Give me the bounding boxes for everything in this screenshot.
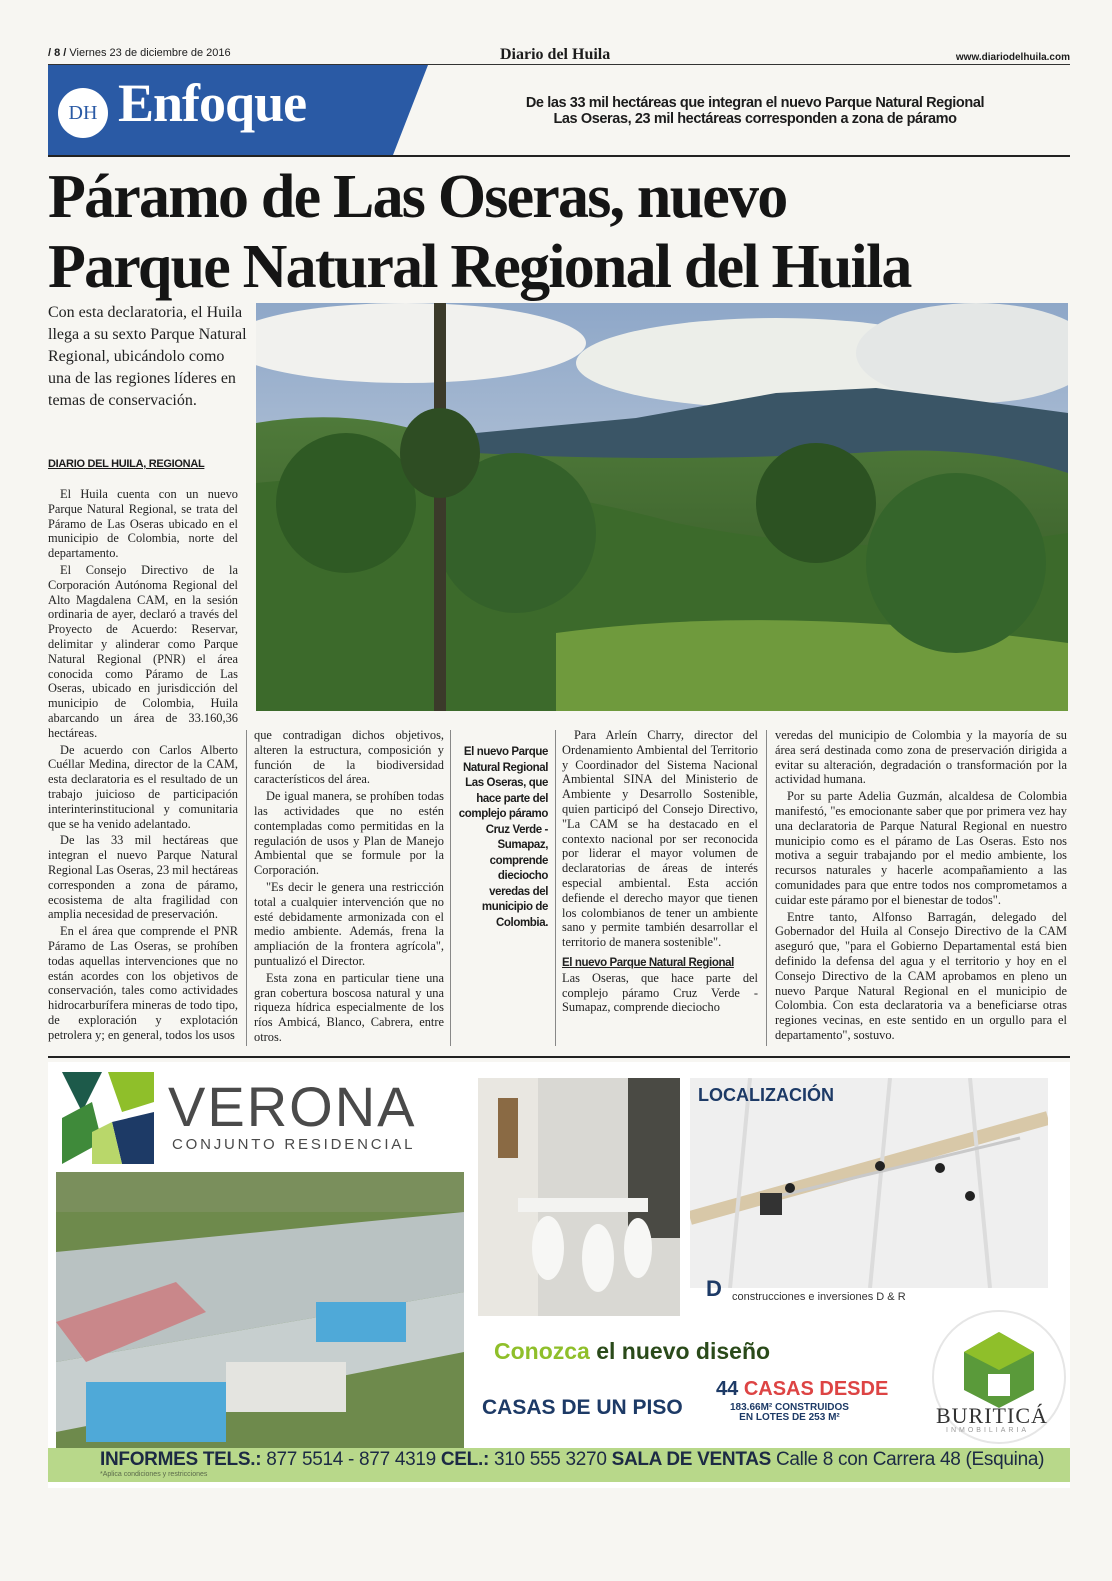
- paragraph: Las Oseras, que hace parte del complejo páramo Cruz Verde - Sumapaz, comprende dieciocho: [562, 970, 758, 1015]
- deck: [470, 95, 1040, 127]
- column-divider: [555, 730, 556, 1046]
- slogan-part-2: el nuevo diseño: [596, 1338, 771, 1364]
- paragraph: De igual manera, se prohíben todas las actividades que no estén contempladas como permitidas en la regulación de usos y Plan de Manejo Ambiental que se formule por la Corporación.: [254, 789, 444, 878]
- byline: DIARIO DEL HUILA, REGIONAL: [48, 458, 205, 470]
- paragraph: De las 33 mil hectáreas que integran el nuevo Parque Natural Regional Las Oseras, 23 mil hectáreas corresponden a zona de páramo, ecosistema de alta fragilidad con amplia necesidad de preservación.: [48, 833, 238, 922]
- house-count: 44: [716, 1378, 739, 1400]
- ad-slogan: [494, 1338, 770, 1365]
- paragraph: veredas del municipio de Colombia y la mayoría de su área será destinada como zona de preservación dirigida a evitar su alteración, degradación o transformación por la actividad humana.: [775, 728, 1067, 787]
- paragraph: El Consejo Directivo de la Corporación Autónoma Regional del Alto Magdalena CAM, en la sesión ordinaria de ayer, declaró a través del Proyecto de Acuerdo: Reservar, delimitar y alinderar como Parque Natural Regional (PNR) el área conocida como Páramo de Las Oseras, ubicado en jurisdicción del municipio de Colombia, Huila abarcando un área de 33.160,36 hectáreas.: [48, 562, 238, 740]
- verona-logo-icon: [62, 1072, 154, 1164]
- pull-quote: El nuevo Parque Natural Regional Las Oseras, que hace parte del complejo páramo Cruz Verde - Sumapaz, comprende dieciocho veredas del municipio de Colombia.: [458, 746, 548, 929]
- paragraph: que contradigan dichos objetivos, alteren la estructura, composición y función de la biodiversidad característicos del área.: [254, 728, 444, 787]
- section-title: Enfoque: [118, 73, 307, 133]
- sales-room-address: Calle 8 con Carrera 48 (Esquina): [771, 1449, 1045, 1470]
- interior-photo: [478, 1078, 680, 1316]
- price-detail-2: EN LOTES DE 253 M²: [739, 1412, 840, 1423]
- paragraph: "Es decir le genera una restricción total a cualquier intervención que no esté debidamente armonizada con el medio ambiente. Además, frena la ampliación de la frontera agrícola", puntualizó el Director.: [254, 879, 444, 968]
- paragraph: El Huila cuenta con un nuevo Parque Natural Regional, se trata del Páramo de Las Oseras ubicado en el municipio de Colombia, norte del departamento.: [48, 487, 238, 561]
- paragraph: De acuerdo con Carlos Alberto Cuéllar Medina, director de la CAM, esta declaratoria es el resultado de un trabajo juicioso de participación interinterinstitucional y comunitaria que se ha venido adelantado.: [48, 742, 238, 831]
- price-label: CASAS DESDE: [743, 1378, 889, 1400]
- deck-line-1: De las 33 mil hectáreas que integran el nuevo Parque Natural Regional: [525, 95, 985, 111]
- paper-name: Diario del Huila: [500, 46, 611, 63]
- headline-line-1: Páramo de Las Oseras, nuevo: [48, 163, 787, 231]
- page-date-line: [48, 47, 231, 59]
- cell-value[interactable]: 310 555 3270: [488, 1449, 612, 1470]
- article-end-rule: [48, 1056, 1070, 1058]
- paragraph: Para Arleín Charry, director del Ordenamiento Ambiental del Territorio y Coordinador del Sistema Nacional Ambiental SINA del Ministerio de Ambiente y Desarrollo Sostenible, quien participó del Consejo Directivo, "La CAM se ha destacado en el contexto nacional por ser reconocida por liderar el mayor volumen de declaratorias de áreas de interés especial ambiental. Esta acción defiende el derecho mayor que tienen los colombianos de tener un ambiente sano y permite también desarrollar el territorio de manera sostenible".: [562, 728, 758, 950]
- deck-line-2: Las Oseras, 23 mil hectáreas corresponden a zona de páramo: [553, 111, 957, 127]
- phones-label: INFORMES TELS.:: [100, 1449, 262, 1470]
- condominium-render-image: [56, 1172, 464, 1472]
- realtor-name: BURITICÁ: [936, 1403, 1048, 1428]
- article-column-1: [48, 487, 238, 1047]
- article-column-2: [254, 728, 444, 1048]
- dh-logo: DH: [58, 88, 108, 138]
- price-detail-1: 183.66M² CONSTRUIDOS: [730, 1402, 849, 1413]
- headline: [48, 162, 1078, 302]
- cell-label: CEL.:: [440, 1449, 489, 1470]
- paramo-photo: [256, 303, 1068, 711]
- price-offer: [716, 1378, 888, 1401]
- verona-brand: VERONA: [168, 1075, 417, 1138]
- conditions-note: *Aplica condiciones y restricciones: [100, 1471, 208, 1478]
- column-divider: [766, 730, 767, 1046]
- banner-rule: [48, 155, 1070, 157]
- location-map[interactable]: [690, 1078, 1048, 1288]
- verona-subtitle: CONJUNTO RESIDENCIAL: [172, 1136, 416, 1153]
- lede: Con esta declaratoria, el Huila llega a su sexto Parque Natural Regional, ubicándolo como una de las regiones líderes en temas de conservación.: [48, 304, 247, 409]
- builder-name: construcciones e inversiones D & R: [732, 1291, 906, 1303]
- website-link[interactable]: www.diariodelhuila.com: [955, 52, 1070, 63]
- column-divider: [246, 730, 247, 1046]
- paragraph: Esta zona en particular tiene una gran cobertura boscosa natural y una riqueza hídrica especialmente de los ríos Ambicá, Blanco, Cabrera, entre otros.: [254, 970, 444, 1044]
- builder-logo-icon: D: [706, 1276, 722, 1301]
- paragraph: Por su parte Adelia Guzmán, alcaldesa de Colombia manifestó, "es emocionante saber que por primera vez hay una declaratoria de Parque Natural Regional en nuestro municipio como es el páramo de Las Oseras. Esto nos motiva a seguir trabajando por el medio ambiente, los recursos naturales y hacerle acompañamiento a las comunidades para que entre todos nos comprometamos a cuidar este páramo por el bienestar de todos".: [775, 789, 1067, 907]
- issue-date: Viernes 23 de diciembre de 2016: [69, 47, 231, 59]
- realtor-subtitle: INMOBILIARIA: [946, 1427, 1030, 1434]
- contact-info: [100, 1449, 1044, 1471]
- paragraph: En el área que comprende el PNR Páramo de Las Oseras, se prohíben todas aquellas intervenciones que no están acordes con los objetivos de conservación, tales como actividades hidrocarburífera mineras de todo tipo, de exploración y explotación petrolera y; en general, todos los usos: [48, 924, 238, 1042]
- subhead: El nuevo Parque Natural Regional: [562, 956, 734, 969]
- sales-room-label: SALA DE VENTAS: [611, 1449, 772, 1470]
- paragraph: Entre tanto, Alfonso Barragán, delegado del Gobernador del Huila al Consejo Directivo de la CAM aseguró que, "para el Gobierno Departamental está bien definido la defensa del agua y el territorio y hoy en el Consejo Directivo de la CAM aprobamos en pleno un nuevo Parque Natural Regional en el municipio de Colombia. Con esta declaratoria va a beneficiarse otras regiones vecinas, en este sentido en un orgullo para el departamento", sostuvo.: [775, 909, 1067, 1042]
- page-number: / 8 /: [48, 47, 67, 59]
- phones-value[interactable]: 877 5514 - 877 4319: [261, 1449, 441, 1470]
- column-divider: [450, 730, 451, 1046]
- headline-line-2: Parque Natural Regional del Huila: [48, 233, 911, 301]
- article-column-3: [562, 728, 758, 1048]
- location-title: LOCALIZACIÓN: [698, 1085, 834, 1105]
- price-details: [730, 1403, 849, 1423]
- houses-label: CASAS DE UN PISO: [482, 1396, 683, 1419]
- article-column-4: [775, 728, 1067, 1048]
- slogan-part-1: Conozca: [494, 1338, 590, 1364]
